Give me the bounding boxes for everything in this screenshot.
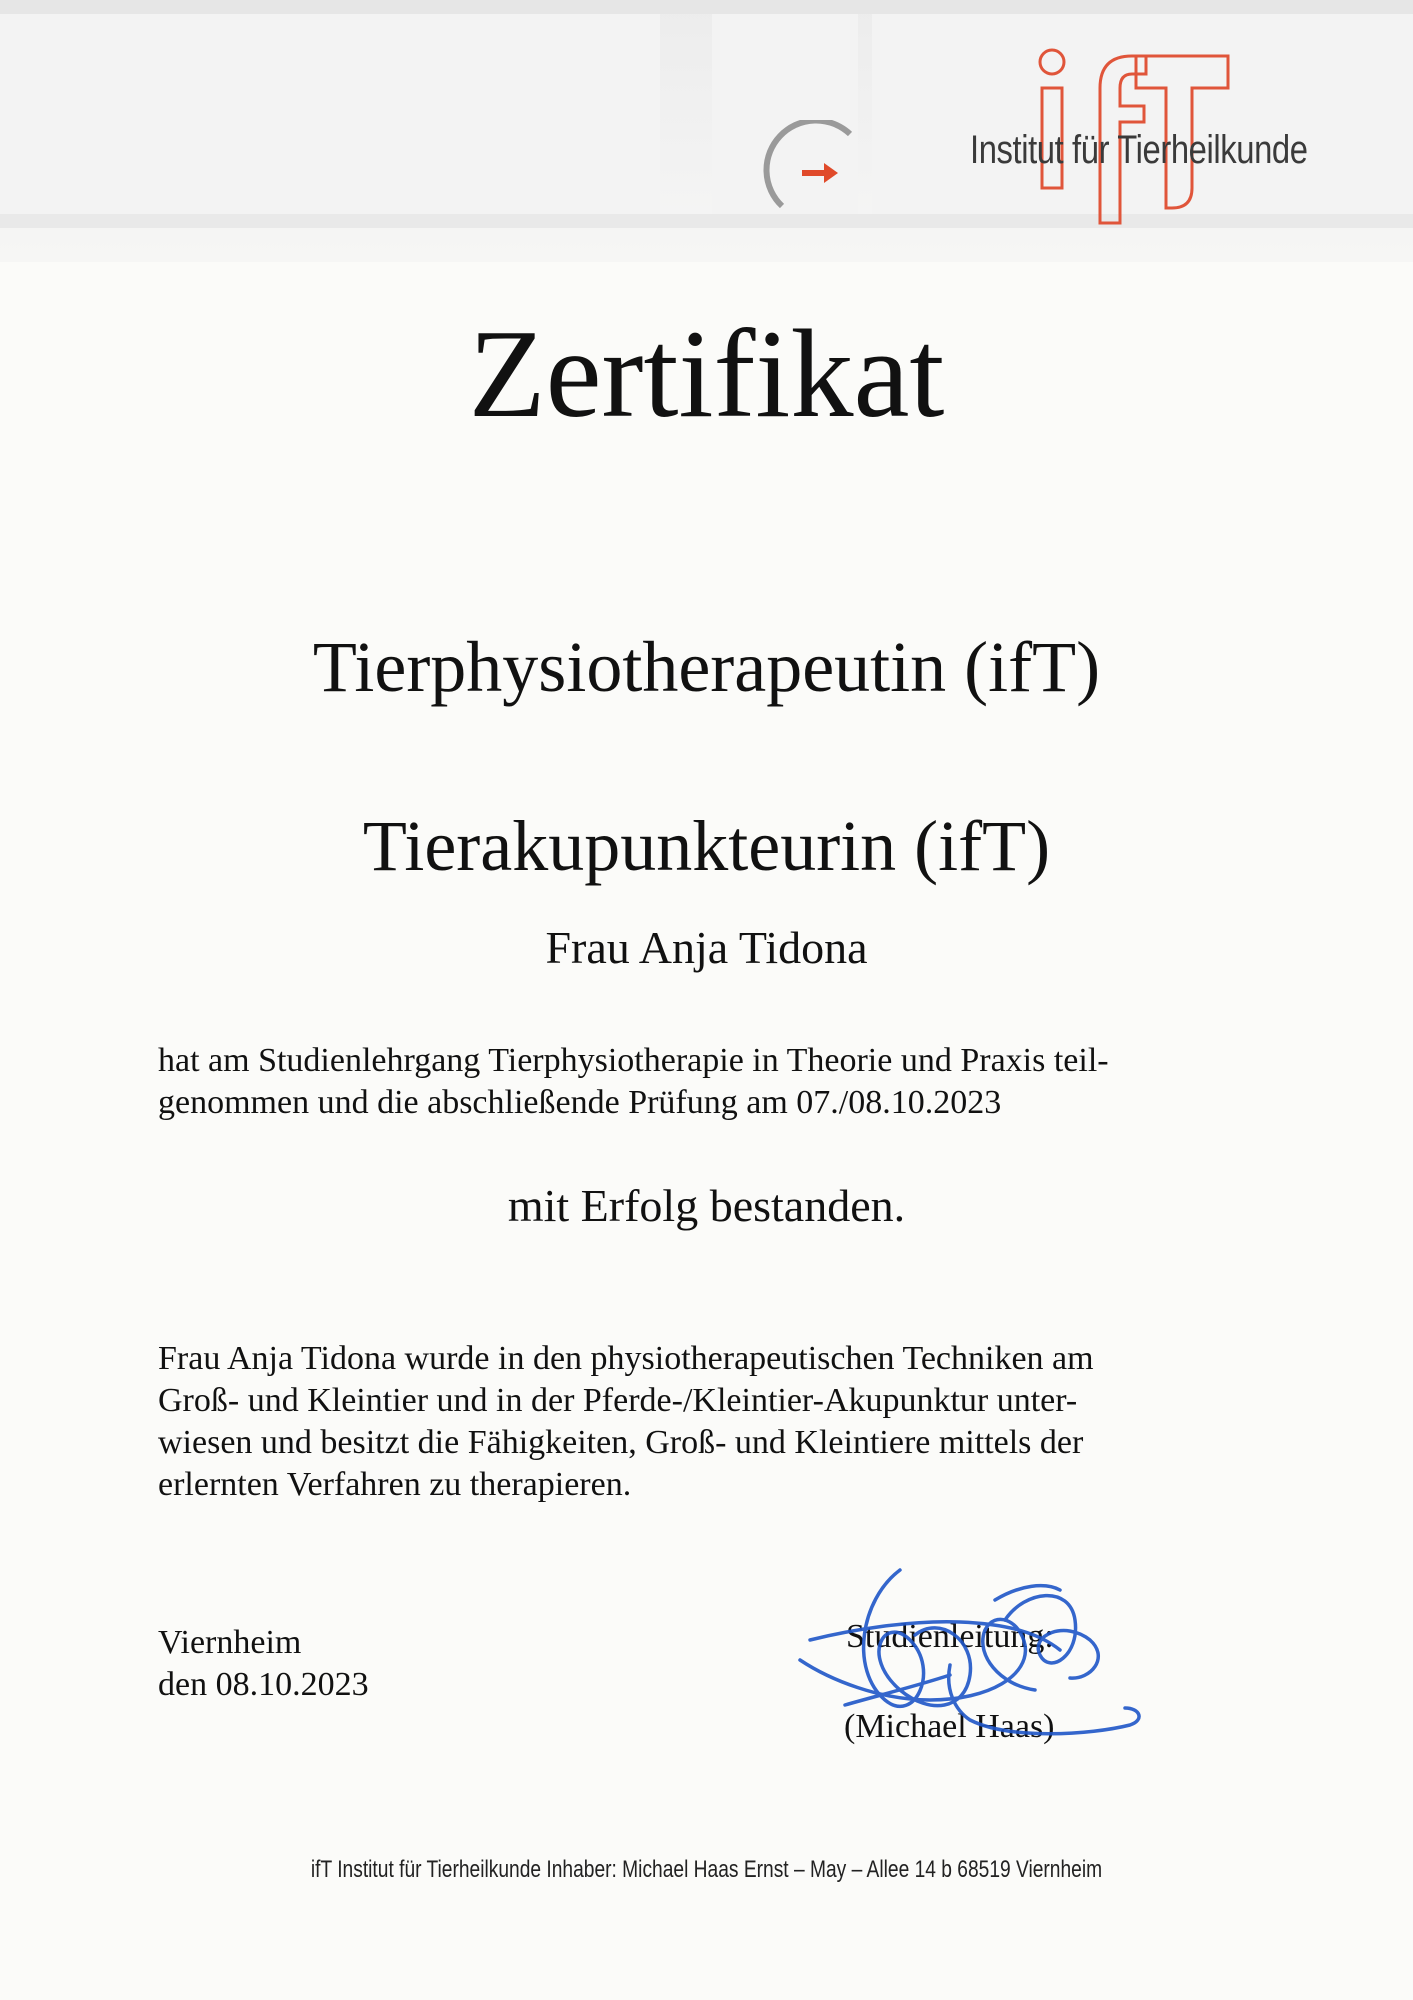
- place: Viernheim: [158, 1624, 302, 1661]
- description-line: Frau Anja Tidona wurde in den physiotherapeutischen Techniken am: [158, 1340, 1094, 1377]
- signature-role: Studienleitung:: [846, 1618, 1054, 1655]
- header-stripe-top: [0, 0, 1413, 14]
- date: den 08.10.2023: [158, 1666, 369, 1703]
- place-date-block: [158, 1622, 369, 1706]
- qualification-acupuncture: Tierakupunkteurin (ifT): [362, 806, 1051, 886]
- header-band: [0, 0, 1413, 262]
- description-line: Groß- und Kleintier und in der Pferde-/Kleintier-Akupunktur unter-: [158, 1382, 1078, 1419]
- result-text: mit Erfolg bestanden.: [507, 1180, 906, 1231]
- description-paragraph: [158, 1338, 1258, 1506]
- statement-line: hat am Studienlehrgang Tierphysiotherapie in Theorie und Praxis teil-: [158, 1042, 1109, 1079]
- statement-line: genommen und die abschließende Prüfung am 07./08.10.2023: [158, 1084, 1002, 1121]
- footer-address: ifT Institut für Tierheilkunde Inhaber: Michael Haas Ernst – May – Allee 14 b 68519 Viernheim: [310, 1856, 1103, 1883]
- statement-paragraph: [158, 1040, 1258, 1124]
- logo-text: Institut für Tierheilkunde: [970, 128, 1308, 172]
- qualification-physiotherapy: Tierphysiotherapeutin (ifT): [312, 627, 1101, 707]
- certificate-title: Zertifikat: [468, 305, 945, 444]
- header-panel-left: [0, 14, 660, 214]
- recipient-name: Frau Anja Tidona: [545, 922, 868, 973]
- description-line: erlernten Verfahren zu therapieren.: [158, 1466, 632, 1503]
- arrow-right-icon: [762, 120, 858, 216]
- signatory-name: (Michael Haas): [844, 1708, 1055, 1745]
- description-line: wiesen und besitzt die Fähigkeiten, Groß- und Kleintiere mittels der: [158, 1424, 1084, 1461]
